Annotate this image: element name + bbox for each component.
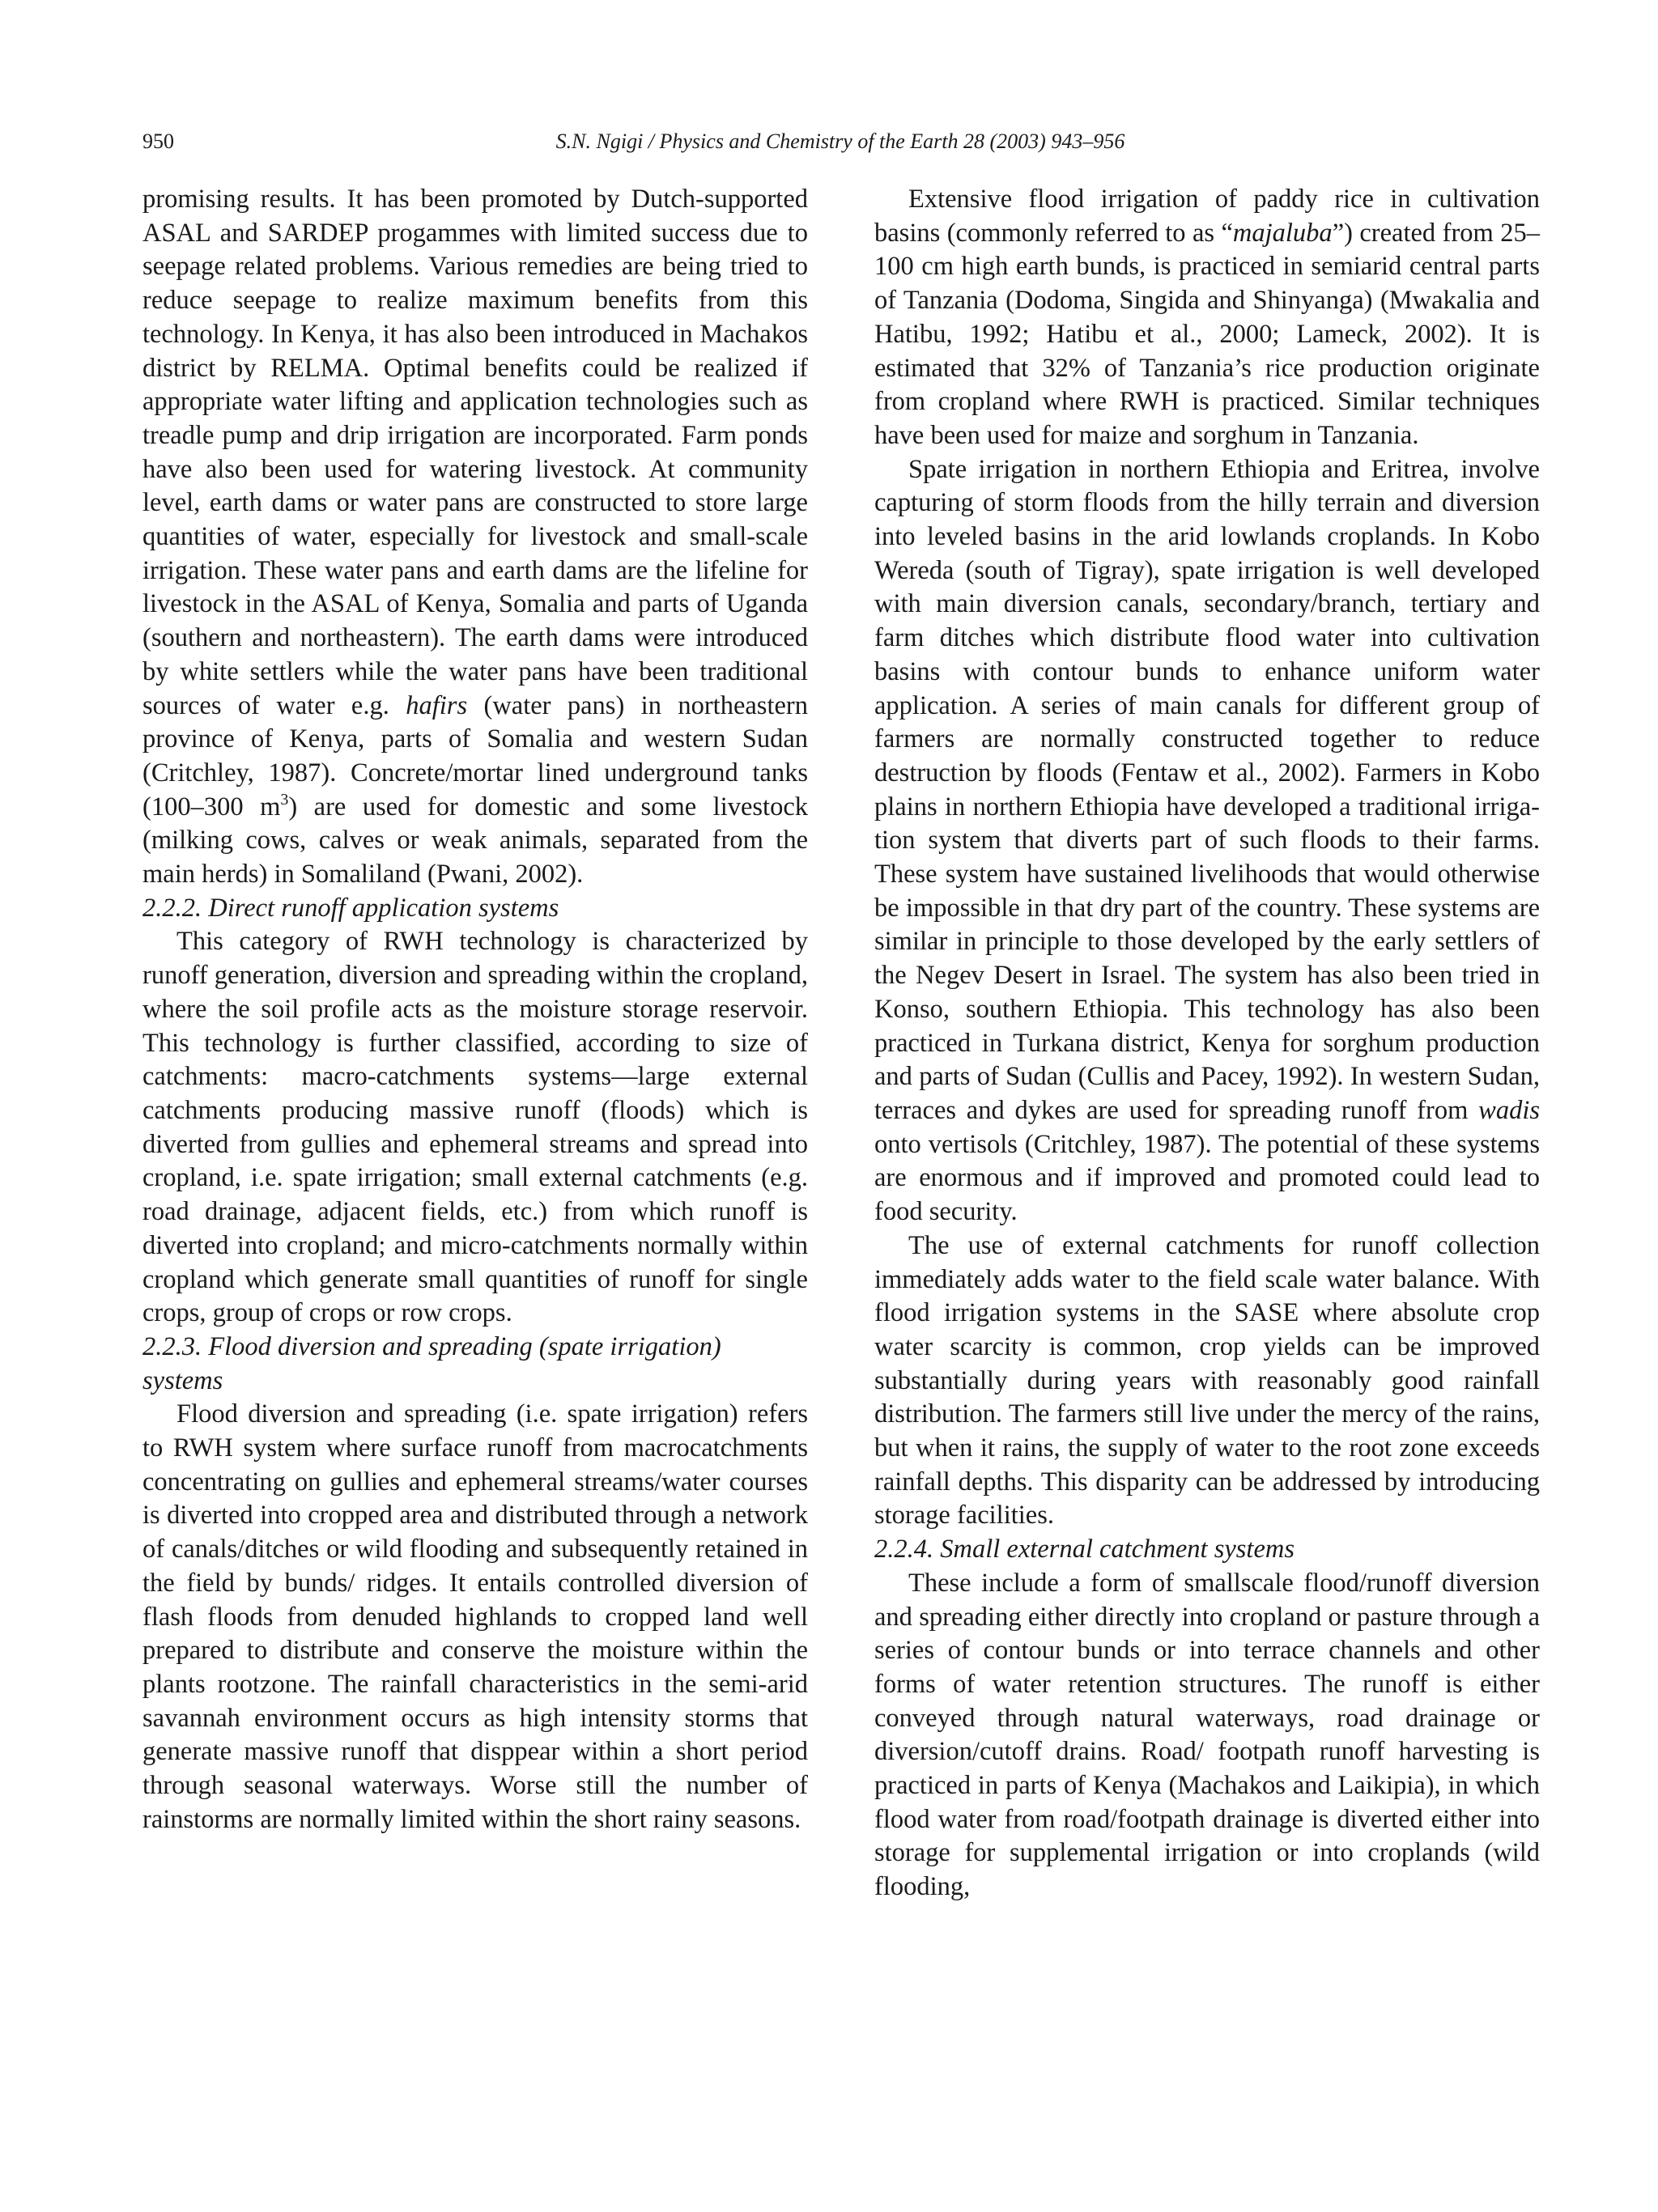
paragraph-text: ”) created from 25–100 cm high earth bunds, is practiced in semiarid central parts of Tanzania (Dodoma, Singida and Shinyanga) (Mwakalia and Hatibu, 1992; Hatibu et al., 2000; Lameck, 2002). It is estimated that 32% of Tanzania’s rice production originate from cropland where RWH is practiced. Similar techniques have been used for maize and sorghum in Tanzania. — [874, 218, 1540, 450]
superscript: 3 — [280, 790, 289, 809]
paragraph-text: promising results. It has been promoted by Dutch-supported ASAL and SARDEP progammes with limited success due to seepage related problems. Various remedies are being tried to reduce seepage to realize maximum benefits from this technology. In Kenya, it has also been introduced in Machakos district by RELMA. Optimal benefits could be realized if appropriate water lifting and application technologies such as treadle pump and drip irrigation are incorporated. Farm ponds have also been used for watering livestock. At community level, earth dams or water pans are constructed to store large quantities of water, especially for livestock and small-scale irrigation. These water pans and earth dams are the lifeline for livestock in the ASAL of Kenya, Somalia and parts of Uganda (southern and northeastern). The earth dams were introduced by white settlers while the water pans have been traditional sources of water e.g. — [142, 185, 808, 720]
paragraph-spate-irrigation — [874, 453, 1540, 1229]
paragraph-paddy-rice — [874, 183, 1540, 453]
paragraph-text: Extensive flood irrigation of paddy rice in cultivation basins (commonly referred to as “ — [874, 185, 1540, 248]
paragraph-small-external: These include a form of smallscale flood/runoff diversion and spreading either directly into cropland or pasture through a series of contour bunds or into terrace channels and other forms of water retention structures. The runoff is either conveyed through natural waterways, road drainage or diversion/cutoff drains. Road/ footpath runoff harvesting is practiced in parts of Kenya (Machakos and Laikipia), in which flood water from road/footpath drainage is diverted either into storage for supplemental irrigation or into croplands (wild flooding, — [874, 1568, 1540, 1902]
paragraph-external-catchments: The use of external catchments for runoff collection immediately adds water to the field scale water balance. With flood irrigation systems in the SASE where absolute crop water scarcity is common, crop yields can be improved substantially during years with reasonably good rainfall distribution. The farmers still live under the mercy of the rains, but when it rains, the supply of water to the root zone exceeds rainfall depths. This disparity can be addressed by introducing storage facilities. — [874, 1230, 1540, 1531]
paragraph-farm-ponds — [142, 183, 808, 892]
section-heading-2-2-4: 2.2.4. Small external catchment systems — [874, 1535, 1295, 1565]
paragraph-text: onto vertisols (Critchley, 1987). The potential of these systems are enormous and if improved and promoted could lead to food security. — [874, 1129, 1540, 1227]
italic-term: majaluba — [1232, 218, 1333, 248]
running-head: S.N. Ngigi / Physics and Chemistry of the Earth 28 (2003) 943–956 — [555, 129, 1125, 153]
italic-term: wadis — [1478, 1095, 1540, 1125]
paragraph-flood-diversion: Flood diversion and spreading (i.e. spate irrigation) refers to RWH system where surface runoff from macrocatchments concentrating on gullies and ephemeral streams/water courses is diverted into cropped area and distributed through a network of canals/ditches or wild flooding and subsequently retained in the field by bunds/ ridges. It entails controlled diversion of flash floods from denuded highlands to cropped land well prepared to distribute and conserve the moisture within the plants rootzone. The rainfall characteristics in the semi-arid savannah environment occurs as high intensity storms that generate massive runoff that disppear within a short period through seasonal waterways. Worse still the number of rainstorms are normally limited within the short rainy seasons. — [142, 1399, 808, 1834]
paragraph-text: Spate irrigation in northern Ethiopia and Eritrea, involve capturing of storm floods from the hilly terrain and diversion into leveled basins in the arid lowlands croplands. In Kobo Wereda (south of Tigray), spate irrigation is well developed with main diversion canals, secondary/branch, tertiary and farm ditches which distribute flood water into cultivation basins with contour bunds to enhance uniform water application. A series of main canals for different group of farmers are normally constructed together to reduce destruction by floods (Fentaw et al., 2002). Farmers in Kobo plains in northern Ethiopia have developed a traditional irrigation system that diverts part of such floods to their farms. These system have sustained livelihoods that would otherwise be impossible in that dry part of the country. These systems are similar in principle to those developed by the early settlers of the Negev Desert in Israel. The system has also been tried in Konso, southern Ethiopia. This technology has also been practiced in Turkana district, Kenya for sorghum production and parts of Sudan (Cullis and Pacey, 1992). In western Sudan, terraces and dykes are used for spreading runoff from — [874, 454, 1540, 1125]
paragraph-text: (water pans) in northeastern province of Kenya, parts of Somalia and western Sudan (Critchley, 1987). Concrete/mortar lined underground tanks (100–300 m — [142, 690, 808, 822]
page-number: 950 — [142, 129, 174, 153]
italic-term: hafirs — [406, 690, 468, 720]
paragraph-direct-runoff: This category of RWH technology is characterized by runoff generation, diversion and spreading within the cropland, where the soil profile acts as the moisture storage reservoir. This technology is further classified, according to size of catchments: macro-catchments systems—large external catchments producing massive runoff (floods) which is diverted from gullies and ephemeral streams and spread into cropland, i.e. spate irrigation; small external catchments (e.g. road drainage, adjacent fields, etc.) from which runoff is diverted into cropland; and micro-catchments normally within cropland which generate small quantities of runoff for single crops, group of crops or row crops. — [142, 927, 808, 1328]
left-column — [142, 183, 808, 1836]
section-heading-2-2-2: 2.2.2. Direct runoff application systems — [142, 893, 559, 923]
section-heading-2-2-3: 2.2.3. Flood diversion and spreading (spate irrigation) systems — [142, 1331, 721, 1395]
right-column — [874, 183, 1540, 1904]
page-header — [142, 129, 1538, 162]
paragraph-text: ) are used for domestic and some livestock (milking cows, calves or weak animals, separated from the main herds) in Somaliland (Pwani, 2002). — [142, 792, 808, 889]
